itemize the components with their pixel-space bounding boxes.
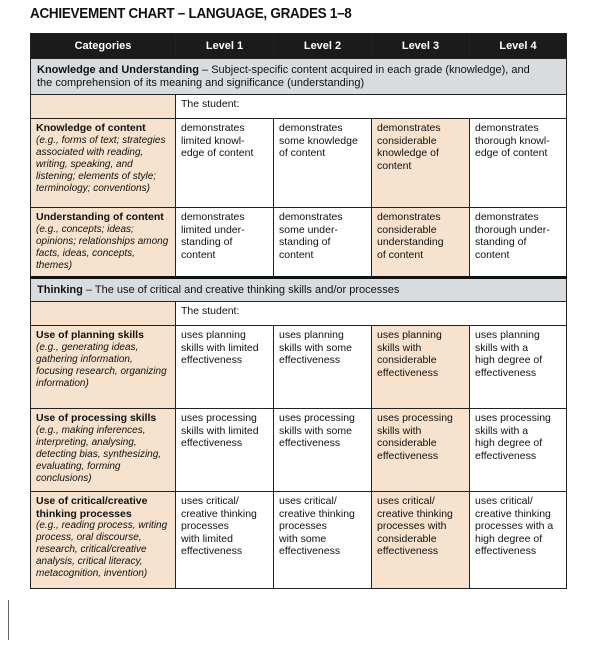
section-title: Knowledge and Understanding [37, 64, 199, 76]
category-examples: (e.g., making inferences, interpreting, analysing, detecting bias, synthesizing, evaluating, forming conclusions) [36, 424, 162, 484]
table-row [31, 119, 567, 208]
section-row-thinking [31, 278, 567, 302]
level-3-cell: uses critical/ creative thinking processes with considerable effectiveness [372, 492, 470, 589]
margin-line [8, 600, 9, 640]
category-cell [31, 326, 176, 409]
section-heading [31, 59, 567, 95]
category-name: Understanding of content [36, 211, 164, 223]
level-4-cell: uses planning skills with a high degree of effectiveness [470, 326, 567, 409]
header-categories: Categories [31, 34, 176, 59]
category-cell [31, 492, 176, 589]
student-label: The student: [176, 302, 567, 326]
header-level-2: Level 2 [274, 34, 372, 59]
category-name: Knowledge of content [36, 122, 146, 134]
table-row [31, 326, 567, 409]
level-2-cell: uses processing skills with some effectiveness [274, 409, 372, 492]
header-row [31, 34, 567, 59]
category-examples: (e.g., generating ideas, gathering information, focusing research, organizing information) [36, 341, 167, 389]
level-1-cell: uses processing skills with limited effectiveness [176, 409, 274, 492]
level-3-cell: uses planning skills with considerable effectiveness [372, 326, 470, 409]
header-level-3: Level 3 [372, 34, 470, 59]
chart-title: ACHIEVEMENT CHART – LANGUAGE, GRADES 1–8 [30, 6, 352, 22]
section-row-knowledge [31, 59, 567, 95]
header-level-4: Level 4 [470, 34, 567, 59]
category-name: Use of processing skills [36, 412, 157, 424]
category-examples: (e.g., concepts; ideas; opinions; relationships among facts, ideas, concepts, themes) [36, 223, 169, 271]
student-label: The student: [176, 95, 567, 119]
blank-category-cell [31, 95, 176, 119]
table-row [31, 492, 567, 589]
category-examples: (e.g., forms of text; strategies associated with reading, writing, speaking, and listening; elements of style; terminology; conventions) [36, 134, 166, 194]
category-name: Use of planning skills [36, 329, 144, 341]
table-row [31, 208, 567, 278]
blank-category-cell [31, 302, 176, 326]
student-row [31, 95, 567, 119]
level-2-cell: demonstrates some under- standing of content [274, 208, 372, 278]
section-description: – The use of critical and creative thinking skills and/or processes [85, 284, 400, 296]
section-title: Thinking [37, 284, 83, 296]
category-cell [31, 409, 176, 492]
level-2-cell: demonstrates some knowledge of content [274, 119, 372, 208]
category-cell [31, 119, 176, 208]
table-row [31, 409, 567, 492]
level-2-cell: uses critical/ creative thinking processes with some effectiveness [274, 492, 372, 589]
level-1-cell: demonstrates limited knowl- edge of content [176, 119, 274, 208]
level-1-cell: demonstrates limited under- standing of content [176, 208, 274, 278]
level-4-cell: uses critical/ creative thinking processes with a high degree of effectiveness [470, 492, 567, 589]
achievement-chart-table [30, 33, 567, 589]
level-2-cell: uses planning skills with some effectiveness [274, 326, 372, 409]
section-description: – Subject-specific content acquired in each grade (knowledge), and the comprehension of its meaning and significance (understanding) [37, 64, 530, 89]
header-level-1: Level 1 [176, 34, 274, 59]
level-1-cell: uses planning skills with limited effectiveness [176, 326, 274, 409]
student-row [31, 302, 567, 326]
level-1-cell: uses critical/ creative thinking processes with limited effectiveness [176, 492, 274, 589]
section-heading [31, 278, 567, 302]
level-4-cell: demonstrates thorough knowl- edge of content [470, 119, 567, 208]
category-name: Use of critical/creative thinking processes [36, 495, 148, 520]
level-4-cell: demonstrates thorough under- standing of content [470, 208, 567, 278]
level-3-cell: uses processing skills with considerable effectiveness [372, 409, 470, 492]
level-3-cell: demonstrates considerable understanding of content [372, 208, 470, 278]
level-3-cell: demonstrates considerable knowledge of content [372, 119, 470, 208]
level-4-cell: uses processing skills with a high degree of effectiveness [470, 409, 567, 492]
category-examples: (e.g., reading process, writing process, oral discourse, research, critical/creative analysis, critical literacy, metacognition, invention) [36, 520, 168, 579]
category-cell [31, 208, 176, 278]
